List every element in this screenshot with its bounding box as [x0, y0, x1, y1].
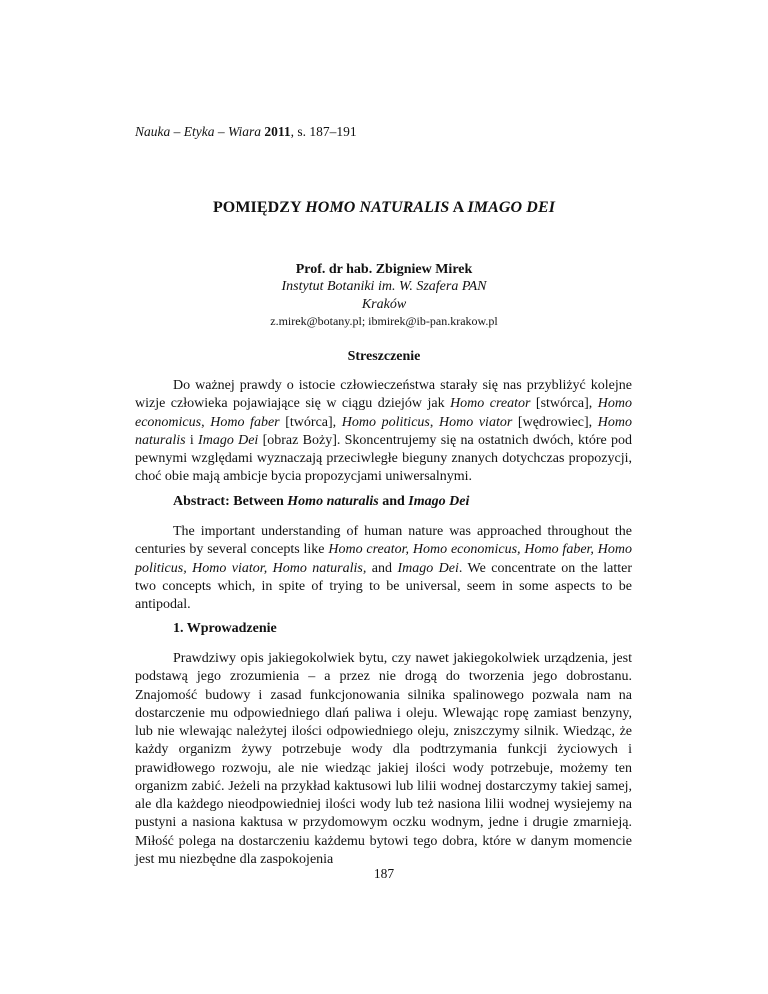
- section-1-heading: 1. Wprowadzenie: [173, 621, 277, 636]
- running-head: [135, 124, 357, 140]
- article-title: POMIĘDZY HOMO NATURALIS A IMAGO DEI: [212, 199, 556, 216]
- author-city: Kraków: [361, 296, 407, 312]
- abstract-paragraph: The important understanding of human nature was approached throughout the centuries by several concepts like Homo creator, Homo economicus, Homo faber, Homo politicus, Homo viator, Homo naturalis, and Imago Dei. We concentrate on the latter two concepts which, in spite of trying to be universal, seem in some aspects to be antipodal.: [135, 524, 632, 612]
- page-number: 187: [373, 866, 395, 881]
- streszczenie-paragraph: Do ważnej prawdy o istocie człowieczeństwa starały się nas przybliżyć kolejne wizje człowieka pojawiające się w ciągu dziejów jak Homo creator [stwórca], Homo economicus, Homo faber [twórca], Homo politicus, Homo viator [wędrowiec], Homo naturalis i Imago Dei [obraz Boży]. Skoncentrujemy się na ostatnich dwóch, które pod pewnymi względami wyznaczają przeciwległe bieguny znanych dotychczas propozycji, choć obie mają ambicje bycia propozycjami uniwersalnymi.: [135, 378, 633, 485]
- journal-year: 2011: [264, 124, 291, 139]
- author-emails: z.mirek@botany.pl; ibmirek@ib-pan.krakow.pl: [270, 314, 498, 329]
- journal-pages: , s. 187–191: [290, 124, 357, 139]
- author-block: [0, 261, 768, 331]
- abstract-heading: Abstract: Between Homo naturalis and Imago Dei: [173, 494, 470, 509]
- journal-name: Nauka – Etyka – Wiara: [135, 124, 261, 139]
- streszczenie-heading: Streszczenie: [347, 349, 421, 364]
- author-institute: Instytut Botaniki im. W. Szafera PAN: [281, 279, 487, 295]
- section-1-paragraph: Prawdziwy opis jakiegokolwiek bytu, czy nawet jakiegokolwiek urządzenia, jest podstawą jego zrozumienia – a przez nie drogą do tworzenia jego dobrostanu. Znajomość budowy i zasad funkcjonowania silnika spalinowego pozwala nam na dostarczenie mu odpowiedniego dlań paliwa i oleju. Wlewając ropę zamiast benzyny, lub nie wlewając należytej ilości odpowiedniego oleju, zniszczymy silnik. Wiedząc, że każdy organizm żywy potrzebuje wody dla podtrzymania funkcji życiowych i prawidłowego rozwoju, ale nie wiedząc jakiej ilości wody potrzebuje, możemy ten organizm zabić. Jeżeli na przykład kaktusowi lub lilii wodnej dostarczymy takiej samej, ale dla każdego nieodpowiedniej ilości wody lub też nasiona lilii wodnej wysiejemy na pustyni a nasiona kaktusa w przydomowym oczku wodnym, jedne i drugie zmarnieją. Miłość polega na dostarczeniu każdemu bytowi tego dobra, które w danym momencie jest mu niezbędne dla zaspokojenia: [135, 651, 632, 867]
- author-name: Prof. dr hab. Zbigniew Mirek: [295, 262, 473, 277]
